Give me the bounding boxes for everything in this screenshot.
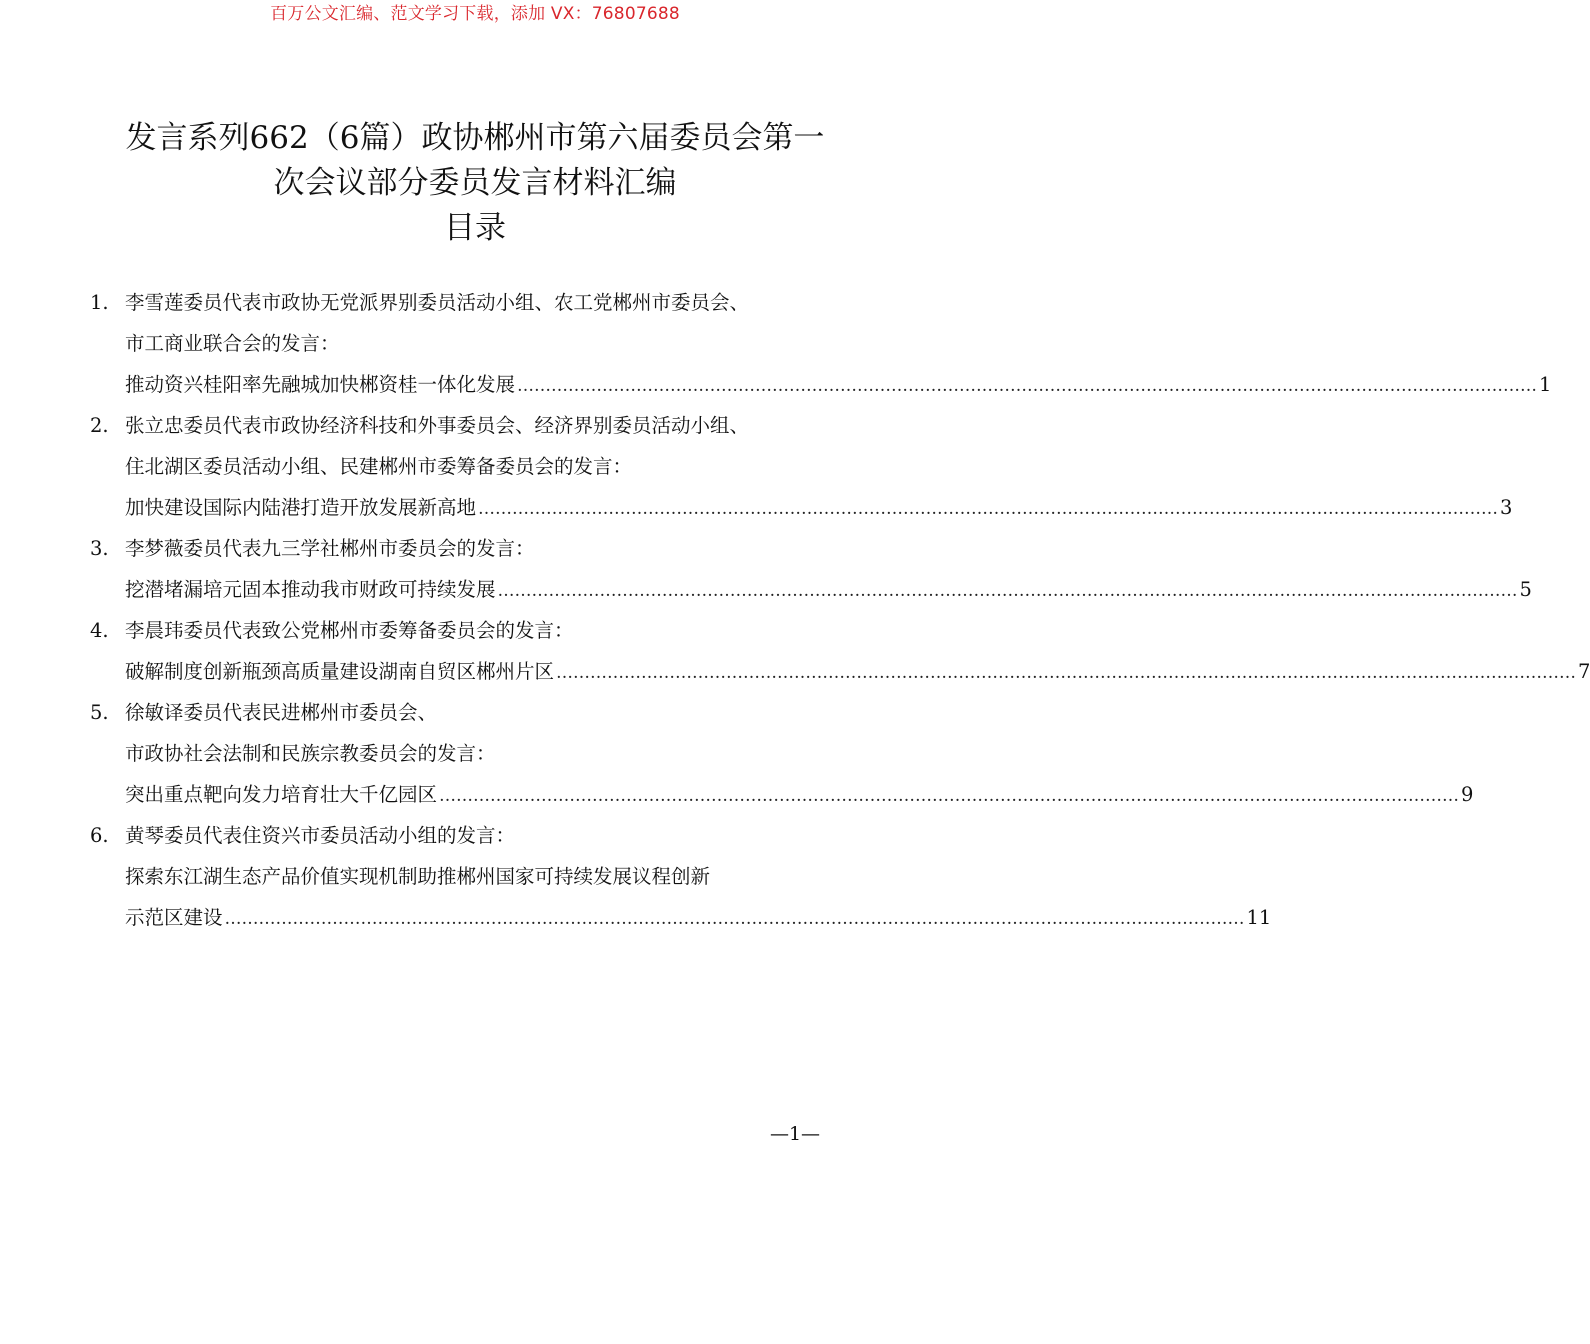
toc-entry-number: 4.	[90, 619, 109, 642]
toc-entry-number: 1.	[90, 291, 109, 314]
toc-speaker-text: 黄琴委员代表住资兴市委员活动小组的发言：	[125, 824, 516, 847]
toc-speaker-line	[90, 327, 860, 368]
toc-speaker-text: 李晨玮委员代表致公党郴州市委筹备委员会的发言：	[125, 619, 574, 642]
toc-topic-with-page[interactable]	[90, 901, 1272, 942]
toc-page-number: 7	[1578, 660, 1590, 683]
toc-entry-number: 5.	[90, 701, 109, 724]
title-line-3: 目录	[444, 210, 506, 246]
toc-dot-leader: ………………………………………………………………………………………………………………………………………………………………	[517, 376, 1538, 396]
title-line-1: 发言系列662（6篇）政协郴州市第六届委员会第一	[125, 120, 825, 156]
toc-page-number: 5	[1519, 578, 1532, 601]
toc-entry	[90, 614, 1590, 696]
toc-page-number: 11	[1246, 906, 1272, 929]
toc-topic-text: 突出重点靶向发力培育壮大千亿园区	[125, 783, 438, 806]
toc-speaker-line	[90, 614, 860, 655]
toc-entry-number: 3.	[90, 537, 109, 560]
toc-entry	[90, 696, 1474, 819]
toc-topic-with-page[interactable]	[90, 573, 1532, 614]
toc-entry-number: 2.	[90, 414, 109, 437]
toc-topic-text: 加快建设国际内陆港打造开放发展新高地	[125, 496, 477, 519]
toc-entry	[90, 819, 1272, 942]
toc-speaker-text: 张立忠委员代表市政协经济科技和外事委员会、经济界别委员活动小组、	[125, 414, 750, 437]
toc-speaker-text: 市政协社会法制和民族宗教委员会的发言：	[125, 742, 496, 765]
toc-dot-leader: ………………………………………………………………………………………………………………………………………………………………	[439, 786, 1460, 806]
toc-topic-text: 破解制度创新瓶颈高质量建设湖南自贸区郴州片区	[125, 660, 555, 683]
toc-topic-with-page[interactable]	[90, 778, 1474, 819]
toc-topic-line: 探索东江湖生态产品价值实现机制助推郴州国家可持续发展议程创新	[125, 865, 711, 888]
toc-speaker-line	[90, 696, 860, 737]
toc-speaker-line	[90, 532, 860, 573]
toc-entry-number: 6.	[90, 824, 109, 847]
toc-topic-text: 示范区建设	[125, 906, 223, 929]
page-number: —1—	[769, 1123, 821, 1145]
toc-speaker-text: 住北湖区委员活动小组、民建郴州市委筹备委员会的发言：	[125, 455, 633, 478]
toc-page-number: 1	[1539, 373, 1552, 396]
toc-speaker-text: 李梦薇委员代表九三学社郴州市委员会的发言：	[125, 537, 535, 560]
toc-topic-with-page[interactable]	[90, 655, 1590, 696]
toc-dot-leader: ………………………………………………………………………………………………………………………………………………………………	[478, 499, 1499, 519]
toc-topic-text: 推动资兴桂阳率先融城加快郴资桂一体化发展	[125, 373, 516, 396]
document-title	[60, 116, 890, 251]
toc-speaker-line	[90, 737, 860, 778]
toc-entry	[90, 409, 1513, 532]
toc-speaker-line	[90, 409, 860, 450]
title-line-2: 次会议部分委员发言材料汇编	[273, 165, 677, 201]
toc-dot-leader: ………………………………………………………………………………………………………………………………………………………………	[497, 581, 1518, 601]
toc-speaker-line	[90, 286, 860, 327]
toc-speaker-text: 李雪莲委员代表市政协无党派界别委员活动小组、农工党郴州市委员会、	[125, 291, 750, 314]
toc-speaker-line	[90, 819, 860, 860]
toc-page-number: 9	[1461, 783, 1474, 806]
toc-dot-leader: ………………………………………………………………………………………………………………………………………………………………	[224, 909, 1245, 929]
table-of-contents	[90, 286, 1590, 942]
toc-speaker-text: 徐敏译委员代表民进郴州市委员会、	[125, 701, 438, 724]
toc-page-number: 3	[1500, 496, 1513, 519]
toc-topic-with-page[interactable]	[90, 491, 1513, 532]
toc-speaker-text: 市工商业联合会的发言：	[125, 332, 340, 355]
toc-entry	[90, 286, 1552, 409]
top-banner: 百万公文汇编、范文学习下载，添加 VX：76807688	[270, 4, 680, 24]
toc-topic-with-page[interactable]	[90, 368, 1552, 409]
toc-topic-text: 挖潜堵漏培元固本推动我市财政可持续发展	[125, 578, 496, 601]
toc-dot-leader: ………………………………………………………………………………………………………………………………………………………………	[556, 663, 1577, 683]
toc-speaker-line	[90, 450, 860, 491]
toc-entry	[90, 532, 1532, 614]
